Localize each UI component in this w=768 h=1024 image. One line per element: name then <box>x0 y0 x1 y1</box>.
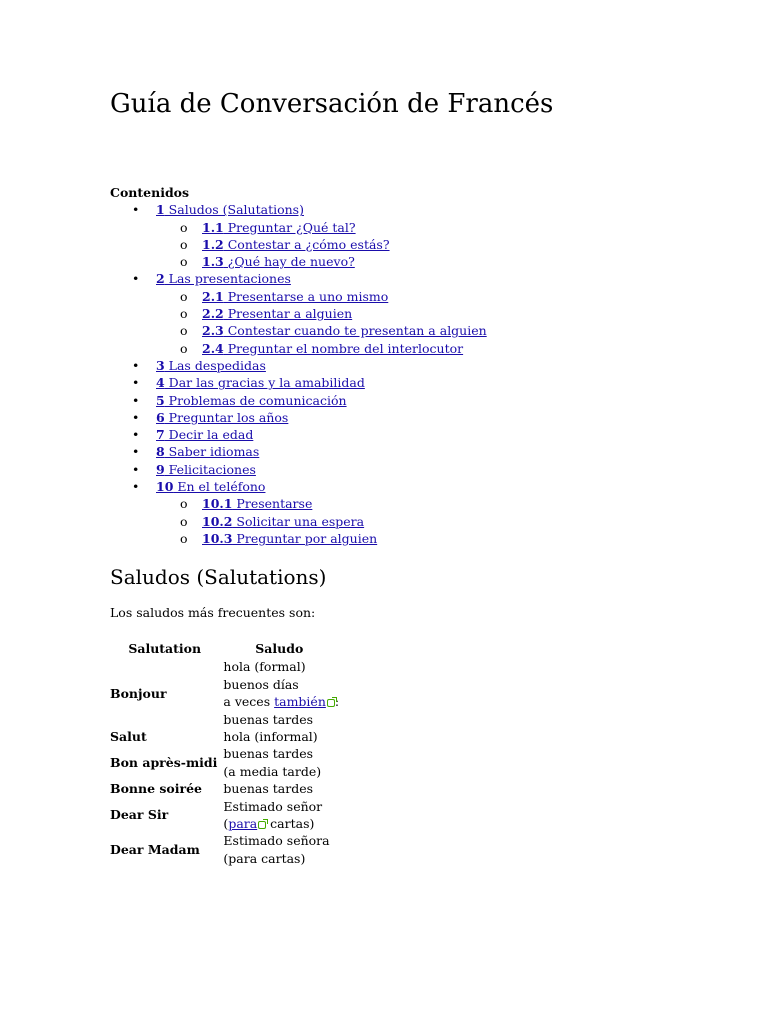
toc-item-label: Saber idiomas <box>164 444 260 460</box>
table-of-contents <box>110 184 487 547</box>
table-header-saludo: Saludo <box>255 641 304 656</box>
toc-subitem-label: Contestar cuando te presentan a alguien <box>223 323 487 339</box>
toc-item-label: En el teléfono <box>173 479 266 495</box>
toc-link-10[interactable] <box>156 479 265 494</box>
toc-item <box>110 201 487 218</box>
section-intro: Los saludos más frecuentes son: <box>110 605 316 620</box>
toc-item-number: 7 <box>156 427 165 443</box>
saludo-text: buenos días <box>223 676 299 692</box>
toc-link-10-2[interactable] <box>202 514 364 529</box>
saludo-line <box>223 763 339 780</box>
saludo-line <box>223 711 339 728</box>
toc-item-number: 6 <box>156 409 165 425</box>
toc-subitem-label: Solicitar una espera <box>232 513 365 529</box>
toc-subitem-label: Presentarse a uno mismo <box>223 288 389 304</box>
toc-link-5[interactable] <box>156 393 347 408</box>
bullet-icon: • <box>132 392 140 408</box>
toc-link-2-4[interactable] <box>202 341 463 356</box>
saludo-line <box>223 780 339 797</box>
circle-bullet-icon: o <box>180 340 188 356</box>
toc-subitem <box>156 236 487 253</box>
external-link-icon <box>258 821 266 829</box>
toc-subitem-number: 2.4 <box>202 340 224 356</box>
saludo-text: buenas tardes <box>223 781 314 797</box>
saludo-line <box>223 815 339 832</box>
bullet-icon: • <box>132 427 140 443</box>
toc-subitem <box>156 305 487 322</box>
table-row <box>110 798 339 833</box>
toc-item <box>110 374 487 391</box>
toc-item-label: Las presentaciones <box>164 271 291 287</box>
salutation-cell: Bonne soirée <box>110 781 202 797</box>
salutation-cell: Dear Sir <box>110 807 169 823</box>
bullet-icon: • <box>132 444 140 460</box>
toc-item-number: 8 <box>156 444 165 460</box>
toc-subitem <box>156 322 487 339</box>
toc-subitem <box>156 253 487 270</box>
toc-item-label: Preguntar los años <box>164 409 289 425</box>
saludo-line <box>223 658 339 675</box>
saludo-text: buenas tardes <box>223 746 314 762</box>
circle-bullet-icon: o <box>180 236 188 252</box>
saludo-text: a veces <box>223 694 275 710</box>
saludo-cell <box>219 728 339 745</box>
table-header-salutation: Salutation <box>128 641 202 656</box>
toc-sublist-container <box>110 219 487 271</box>
saludo-text: : <box>334 694 340 710</box>
saludo-cell <box>219 832 339 867</box>
toc-item <box>110 443 487 460</box>
salutation-cell: Dear Madam <box>110 842 200 858</box>
toc-link-7[interactable] <box>156 427 253 442</box>
toc-item-label: Decir la edad <box>164 427 254 443</box>
toc-sublist <box>156 288 487 357</box>
bullet-icon: • <box>132 479 140 495</box>
external-link[interactable]: para <box>228 816 258 832</box>
toc-item-number: 2 <box>156 271 165 287</box>
toc-subitem <box>156 530 487 547</box>
salutation-cell: Bonjour <box>110 685 167 701</box>
salutation-cell: Bon après-midi <box>110 755 218 771</box>
toc-item-number: 4 <box>156 375 165 391</box>
toc-link-2-2[interactable] <box>202 306 352 321</box>
saludo-text: Estimado señora <box>223 833 330 849</box>
toc-subitem-label: Contestar a ¿cómo estás? <box>223 236 390 252</box>
circle-bullet-icon: o <box>180 306 188 322</box>
toc-link-8[interactable] <box>156 444 259 459</box>
toc-item-label: Dar las gracias y la amabilidad <box>164 375 365 391</box>
toc-item-number: 5 <box>156 392 165 408</box>
toc-link-1[interactable] <box>156 202 304 217</box>
toc-subitem-number: 2.2 <box>202 306 224 322</box>
section-heading: Saludos (Salutations) <box>110 565 327 589</box>
toc-subitem-label: Presentarse <box>232 496 313 512</box>
toc-subitem-number: 2.3 <box>202 323 224 339</box>
table-header-row <box>110 640 339 658</box>
toc-link-10-3[interactable] <box>202 531 377 546</box>
saludo-text: ( <box>223 816 229 832</box>
circle-bullet-icon: o <box>180 323 188 339</box>
toc-sublist <box>156 495 487 547</box>
toc-link-1-3[interactable] <box>202 254 355 269</box>
external-link[interactable]: también <box>274 694 326 710</box>
toc-link-1-1[interactable] <box>202 220 356 235</box>
toc-link-10-1[interactable] <box>202 496 312 511</box>
toc-item <box>110 409 487 426</box>
saludo-line <box>223 832 339 849</box>
table-row <box>110 780 339 797</box>
saludo-cell <box>219 745 339 780</box>
toc-item-label: Las despedidas <box>164 357 266 373</box>
table-row <box>110 745 339 780</box>
toc-item-number: 3 <box>156 357 165 373</box>
toc-item-label: Saludos (Salutations) <box>164 202 304 218</box>
toc-subitem-label: Presentar a alguien <box>223 306 353 322</box>
bullet-icon: • <box>132 461 140 477</box>
toc-sublist-container <box>110 288 487 357</box>
toc-item-label: Problemas de comunicación <box>164 392 347 408</box>
toc-subitem-label: ¿Qué hay de nuevo? <box>223 254 355 270</box>
saludo-line <box>223 676 339 693</box>
page-title: Guía de Conversación de Francés <box>110 89 554 119</box>
bullet-icon: • <box>132 409 140 425</box>
toc-item <box>110 270 487 287</box>
toc-subitem-label: Preguntar el nombre del interlocutor <box>223 340 464 356</box>
toc-list <box>110 201 487 547</box>
toc-item <box>110 357 487 374</box>
saludo-cell <box>219 780 339 797</box>
salutations-table <box>110 640 339 867</box>
toc-item-label: Felicitaciones <box>164 461 256 477</box>
toc-link-4[interactable] <box>156 375 365 390</box>
saludo-text: hola (informal) <box>223 729 318 745</box>
circle-bullet-icon: o <box>180 496 188 512</box>
saludo-text: (para cartas) <box>223 850 306 866</box>
circle-bullet-icon: o <box>180 219 188 235</box>
external-link-icon <box>327 699 335 707</box>
toc-subitem <box>156 495 487 512</box>
circle-bullet-icon: o <box>180 288 188 304</box>
circle-bullet-icon: o <box>180 254 188 270</box>
toc-subitem-number: 2.1 <box>202 288 224 304</box>
table-row <box>110 728 339 745</box>
toc-sublist <box>156 219 487 271</box>
toc-item-number: 1 <box>156 202 165 218</box>
toc-subitem-number: 1.2 <box>202 236 224 252</box>
toc-subitem-number: 10.2 <box>202 513 233 529</box>
table-row <box>110 658 339 728</box>
toc-link-9[interactable] <box>156 462 256 477</box>
toc-subitem <box>156 219 487 236</box>
toc-item-number: 10 <box>156 479 174 495</box>
saludo-text: (a media tarde) <box>223 763 322 779</box>
circle-bullet-icon: o <box>180 530 188 546</box>
table-row <box>110 832 339 867</box>
toc-subitem <box>156 513 487 530</box>
toc-link-1-2[interactable] <box>202 237 390 252</box>
saludo-cell <box>219 798 339 833</box>
toc-subitem-number: 1.3 <box>202 254 224 270</box>
table-body <box>110 658 339 867</box>
toc-subitem <box>156 340 487 357</box>
toc-subitem <box>156 288 487 305</box>
saludo-line <box>223 693 339 710</box>
toc-item-number: 9 <box>156 461 165 477</box>
toc-subitem-label: Preguntar ¿Qué tal? <box>223 219 356 235</box>
toc-item <box>110 392 487 409</box>
circle-bullet-icon: o <box>180 513 188 529</box>
saludo-cell <box>219 658 339 728</box>
bullet-icon: • <box>132 202 140 218</box>
toc-link-3[interactable] <box>156 358 266 373</box>
toc-subitem-label: Preguntar por alguien <box>232 530 378 546</box>
saludo-text: Estimado señor <box>223 798 323 814</box>
bullet-icon: • <box>132 357 140 373</box>
toc-link-2-3[interactable] <box>202 323 487 338</box>
saludo-line <box>223 728 339 745</box>
toc-item <box>110 426 487 443</box>
saludo-text: cartas) <box>266 816 315 832</box>
bullet-icon: • <box>132 375 140 391</box>
saludo-line <box>223 745 339 762</box>
toc-subitem-number: 10.3 <box>202 530 233 546</box>
toc-heading: Contenidos <box>110 185 190 200</box>
toc-sublist-container <box>110 495 487 547</box>
toc-item <box>110 461 487 478</box>
toc-subitem-number: 1.1 <box>202 219 224 235</box>
toc-link-2-1[interactable] <box>202 289 388 304</box>
toc-link-2[interactable] <box>156 271 291 286</box>
toc-link-6[interactable] <box>156 410 288 425</box>
bullet-icon: • <box>132 271 140 287</box>
saludo-text: hola (formal) <box>223 659 306 675</box>
saludo-text: buenas tardes <box>223 711 314 727</box>
saludo-line <box>223 798 339 815</box>
toc-item <box>110 478 487 495</box>
toc-subitem-number: 10.1 <box>202 496 233 512</box>
salutation-cell: Salut <box>110 729 147 745</box>
saludo-line <box>223 850 339 867</box>
